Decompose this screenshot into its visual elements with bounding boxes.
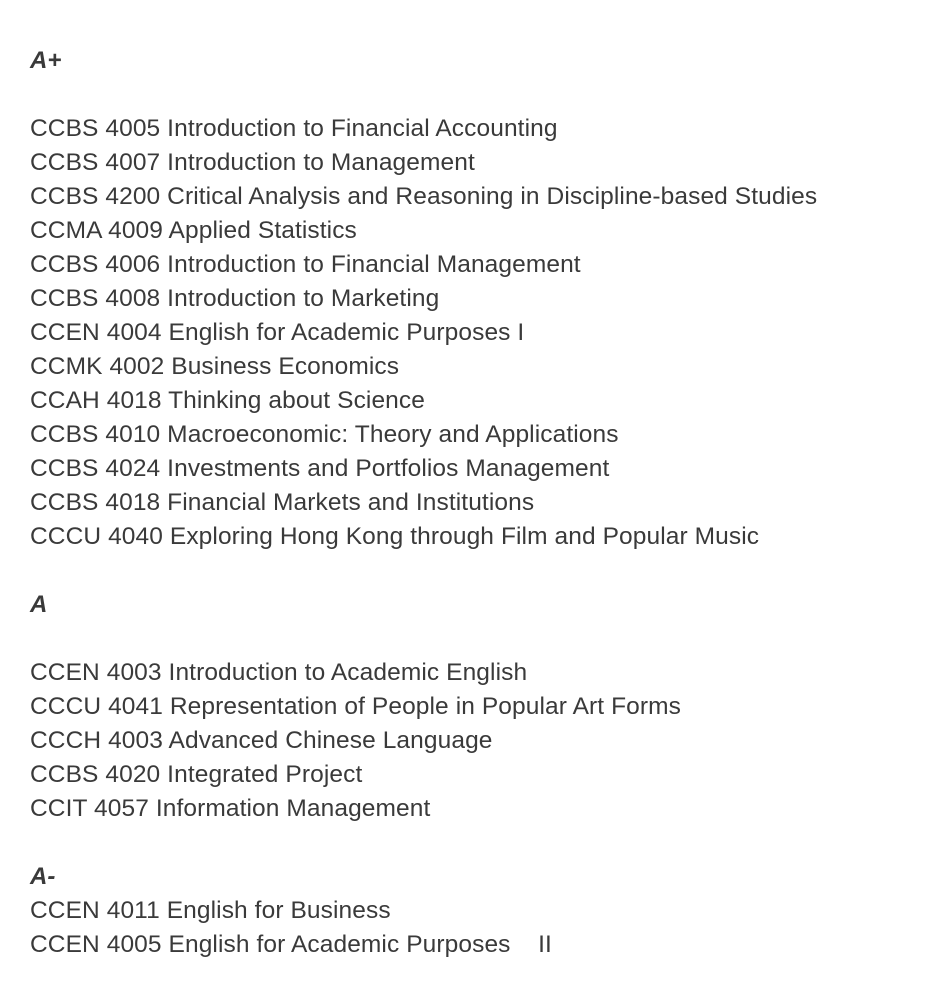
course-item: CCBS 4020 Integrated Project: [30, 761, 363, 788]
course-list: [30, 894, 941, 962]
course-item: CCBS 4010 Macroeconomic: Theory and Applications: [30, 421, 619, 448]
course-item: CCAH 4018 Thinking about Science: [30, 387, 425, 414]
course-item: CCBS 4024 Investments and Portfolios Management: [30, 455, 610, 482]
course-item: CCCU 4040 Exploring Hong Kong through Film and Popular Music: [30, 523, 760, 550]
blank-line: [30, 78, 941, 112]
course-item: CCBS 4200 Critical Analysis and Reasoning in Discipline-based Studies: [30, 183, 818, 210]
grade-section-a: [30, 588, 941, 826]
course-item: CCBS 4005 Introduction to Financial Accounting: [30, 115, 558, 142]
grade-heading: A: [30, 591, 48, 618]
course-list: [30, 656, 941, 826]
course-item: CCMK 4002 Business Economics: [30, 353, 400, 380]
course-item: CCMA 4009 Applied Statistics: [30, 217, 357, 244]
grade-section-a-minus: [30, 860, 941, 962]
course-item: CCEN 4011 English for Business: [30, 897, 391, 924]
course-item: CCBS 4006 Introduction to Financial Management: [30, 251, 581, 278]
grade-heading: A+: [30, 47, 62, 74]
grade-heading: A-: [30, 863, 56, 890]
grade-section-a-plus: [30, 44, 941, 554]
blank-line: [30, 622, 941, 656]
course-item: CCEN 4003 Introduction to Academic English: [30, 659, 528, 686]
course-item: CCCH 4003 Advanced Chinese Language: [30, 727, 493, 754]
course-item: CCEN 4005 English for Academic Purposes II: [30, 931, 552, 958]
course-item: CCEN 4004 English for Academic Purposes I: [30, 319, 525, 346]
course-list: [30, 112, 941, 554]
course-item: CCBS 4007 Introduction to Management: [30, 149, 475, 176]
blank-line: [30, 826, 941, 860]
course-item: CCBS 4018 Financial Markets and Institutions: [30, 489, 535, 516]
course-item: CCCU 4041 Representation of People in Popular Art Forms: [30, 693, 681, 720]
course-item: CCIT 4057 Information Management: [30, 795, 431, 822]
course-item: CCBS 4008 Introduction to Marketing: [30, 285, 440, 312]
blank-line: [30, 554, 941, 588]
